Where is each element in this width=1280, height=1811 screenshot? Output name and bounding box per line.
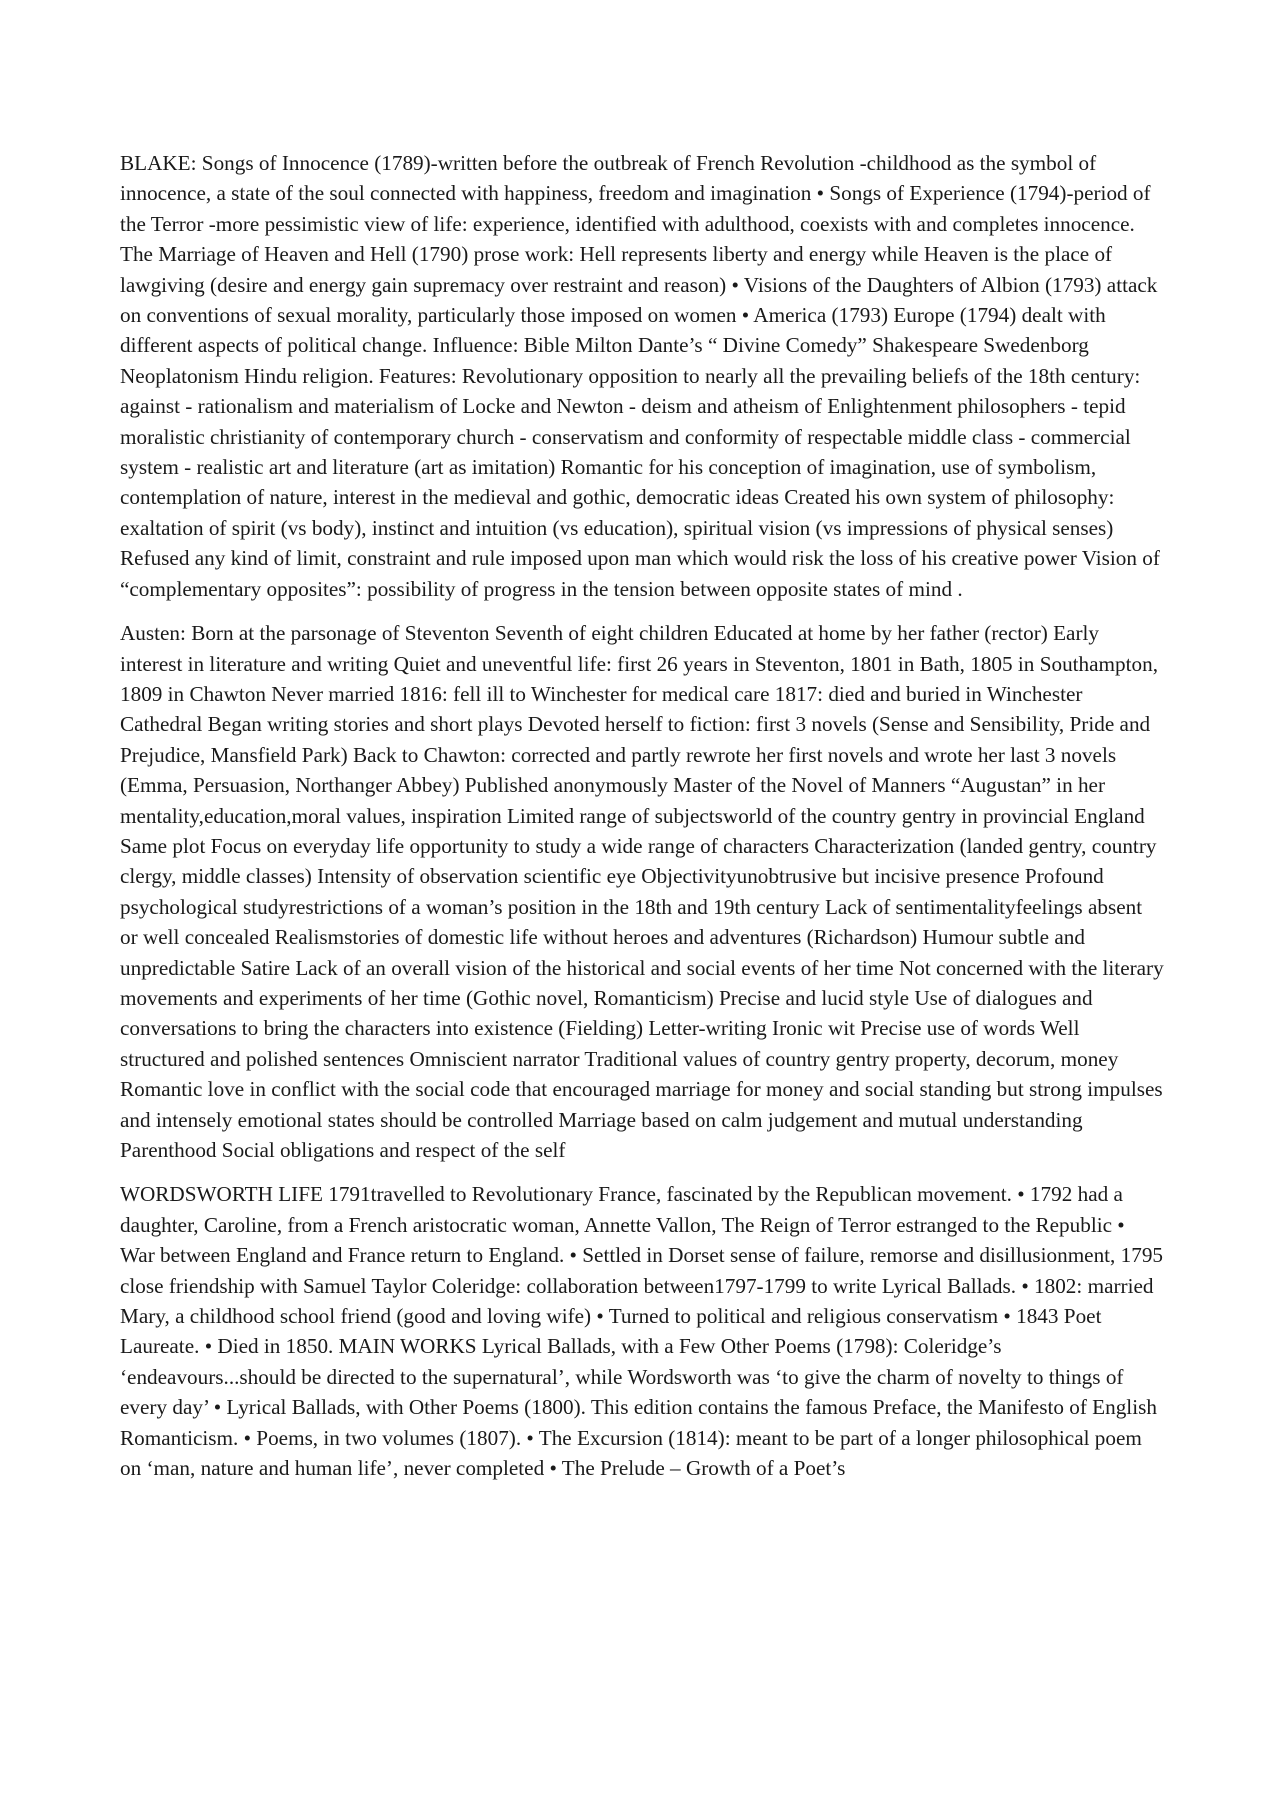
paragraph-wordsworth: WORDSWORTH LIFE 1791travelled to Revolutionary France, fascinated by the Republican movement. • 1792 had a daughter, Caroline, from a French aristocratic woman, Annette Vallon, The Reign of Terror estranged to the Republic • War between England and France return to England. • Settled in Dorset sense of failure, remorse and disillusionment, 1795 close friendship with Samuel Taylor Coleridge: collaboration between1797-1799 to write Lyrical Ballads. • 1802: married Mary, a childhood school friend (good and loving wife) • Turned to political and religious conservatism • 1843 Poet Laureate. • Died in 1850. MAIN WORKS Lyrical Ballads, with a Few Other Poems (1798): Coleridge’s ‘endeavours...should be directed to the supernatural’, while Wordsworth was ‘to give the charm of novelty to things of every day’ • Lyrical Ballads, with Other Poems (1800). This edition contains the famous Preface, the Manifesto of English Romanticism. • Poems, in two volumes (1807). • The Excursion (1814): meant to be part of a longer philosophical poem on ‘man, nature and human life’, never completed • The Prelude – Growth of a Poet’s	[120, 1182, 1164, 1481]
document-body	[120, 148, 1164, 1497]
paragraph-blake: BLAKE: Songs of Innocence (1789)-written before the outbreak of French Revolution -childhood as the symbol of innocence, a state of the soul connected with happiness, freedom and imagination • Songs of Experience (1794)-period of the Terror -more pessimistic view of life: experience, identified with adulthood, coexists with and completes innocence. The Marriage of Heaven and Hell (1790) prose work: Hell represents liberty and energy while Heaven is the place of lawgiving (desire and energy gain supremacy over restraint and reason) • Visions of the Daughters of Albion (1793) attack on conventions of sexual morality, particularly those imposed on women • America (1793) Europe (1794) dealt with different aspects of political change. Influence: Bible Milton Dante’s “ Divine Comedy” Shakespeare Swedenborg Neoplatonism Hindu religion. Features: Revolutionary opposition to nearly all the prevailing beliefs of the 18th century: against - rationalism and materialism of Locke and Newton - deism and atheism of Enlightenment philosophers - tepid moralistic christianity of contemporary church - conservatism and conformity of respectable middle class - commercial system - realistic art and literature (art as imitation) Romantic for his conception of imagination, use of symbolism, contemplation of nature, interest in the medieval and gothic, democratic ideas Created his own system of philosophy: exaltation of spirit (vs body), instinct and intuition (vs education), spiritual vision (vs impressions of physical senses) Refused any kind of limit, constraint and rule imposed upon man which would risk the loss of his creative power Vision of “complementary opposites”: possibility of progress in the tension between opposite states of mind .	[120, 151, 1160, 601]
paragraph-austen: Austen: Born at the parsonage of Steventon Seventh of eight children Educated at home by her father (rector) Early interest in literature and writing Quiet and uneventful life: first 26 years in Steventon, 1801 in Bath, 1805 in Southampton, 1809 in Chawton Never married 1816: fell ill to Winchester for medical care 1817: died and buried in Winchester Cathedral Began writing stories and short plays Devoted herself to fiction: first 3 novels (Sense and Sensibility, Pride and Prejudice, Mansfield Park) Back to Chawton: corrected and partly rewrote her first novels and wrote her last 3 novels (Emma, Persuasion, Northanger Abbey) Published anonymously Master of the Novel of Manners “Augustan” in her mentality,education,moral values, inspiration Limited range of subjectsworld of the country gentry in provincial England Same plot Focus on everyday life opportunity to study a wide range of characters Characterization (landed gentry, country clergy, middle classes) Intensity of observation scientific eye Objectivityunobtrusive but incisive presence Profound psychological studyrestrictions of a woman’s position in the 18th and 19th century Lack of sentimentalityfeelings absent or well concealed Realismstories of domestic life without heroes and adventures (Richardson) Humour subtle and unpredictable Satire Lack of an overall vision of the historical and social events of her time Not concerned with the literary movements and experiments of her time (Gothic novel, Romanticism) Precise and lucid style Use of dialogues and conversations to bring the characters into existence (Fielding) Letter-writing Ironic wit Precise use of words Well structured and polished sentences Omniscient narrator Traditional values of country gentry property, decorum, money Romantic love in conflict with the social code that encouraged marriage for money and social standing but strong impulses and intensely emotional states should be controlled Marriage based on calm judgement and mutual understanding Parenthood Social obligations and respect of the self	[120, 621, 1164, 1162]
